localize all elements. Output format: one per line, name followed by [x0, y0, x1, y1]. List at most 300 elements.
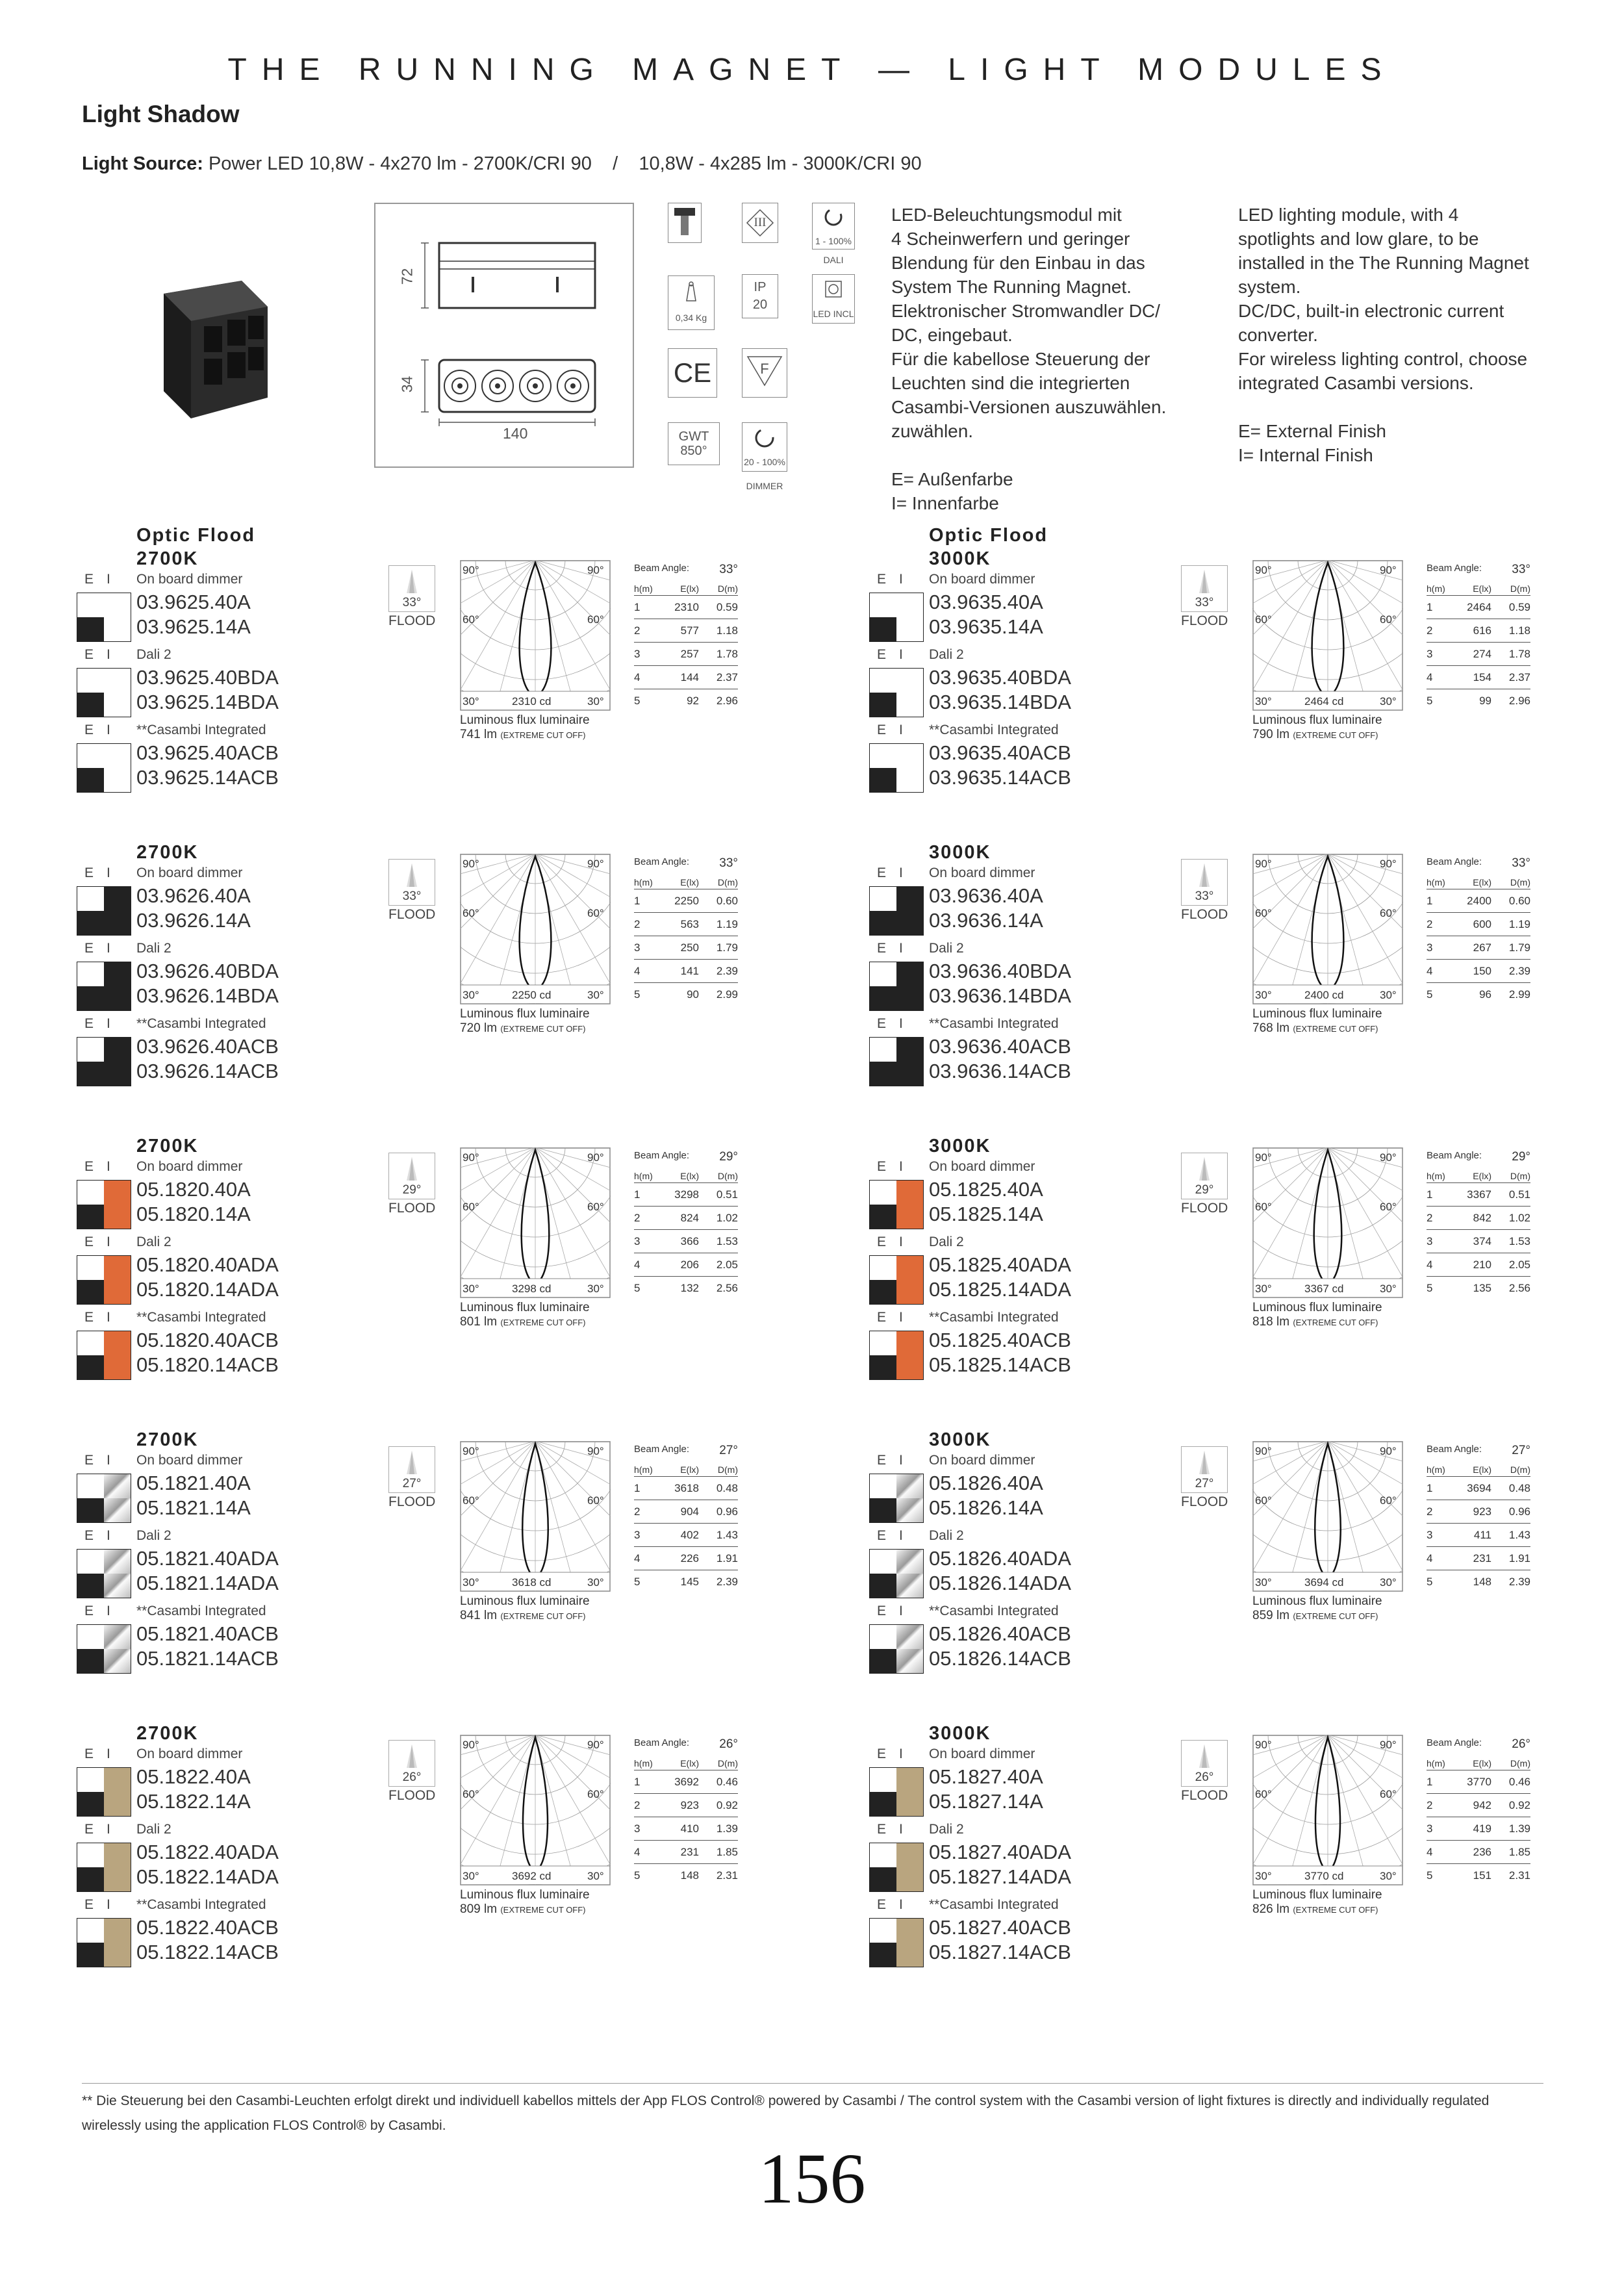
- finish-swatch-cell: [896, 1205, 923, 1229]
- cell-h: 1: [1427, 894, 1433, 907]
- table-row: [634, 1183, 738, 1207]
- article-code: 03.9625.14BDA: [136, 691, 279, 713]
- finish-swatch-cell: [77, 1331, 104, 1355]
- finish-swatch: [869, 668, 924, 717]
- cell-d: 1.53: [716, 1234, 738, 1247]
- f-label: F: [760, 361, 769, 377]
- polar-angle-label: 30°: [587, 695, 604, 708]
- polar-diagram: [1252, 1441, 1403, 1592]
- finish-swatch-cell: [870, 1280, 896, 1304]
- beam-angle-row: [1427, 1737, 1530, 1752]
- flux-value-row: [460, 1902, 590, 1917]
- cell-d: 0.59: [1508, 600, 1530, 613]
- external-label: E: [84, 1234, 94, 1249]
- beam-angle-row: [634, 1150, 738, 1164]
- product-title: 2700K: [136, 1723, 199, 1744]
- optic-angle: 33°: [402, 596, 422, 609]
- photometric-table: [1427, 1737, 1530, 1887]
- flood-label: FLOOD: [388, 1788, 436, 1803]
- internal-label: I: [899, 1603, 903, 1618]
- cell-d: 2.05: [716, 1258, 738, 1271]
- description-english: [1238, 203, 1563, 467]
- table-row: [1427, 1500, 1530, 1524]
- finish-swatch-cell: [870, 986, 896, 1010]
- article-code: 03.9626.40A: [136, 884, 251, 907]
- cell-h: 2: [1427, 624, 1433, 637]
- col-d: D(m): [1510, 1758, 1530, 1769]
- cell-d: 1.79: [716, 941, 738, 954]
- cell-d: 0.60: [1508, 894, 1530, 907]
- control-type-label: On board dimmer: [136, 572, 243, 587]
- external-label: E: [84, 1822, 94, 1837]
- table-row: [1427, 666, 1530, 689]
- photometric-table: [1427, 1444, 1530, 1593]
- article-codes: [929, 590, 1043, 639]
- article-code: 05.1827.14A: [929, 1790, 1043, 1813]
- dali-range-label: 1 - 100%: [815, 236, 852, 246]
- control-type-label: **Casambi Integrated: [136, 1016, 266, 1031]
- finish-swatch-cell: [77, 887, 104, 911]
- flood-label: FLOOD: [1181, 1201, 1228, 1216]
- control-type-row: [877, 939, 1267, 959]
- code-group: [136, 1328, 474, 1380]
- cell-h: 3: [634, 647, 641, 660]
- polar-diagram: [1252, 560, 1403, 711]
- finish-swatch-cell: [104, 744, 131, 768]
- finish-swatch-cell: [896, 887, 923, 911]
- external-label: E: [84, 865, 94, 880]
- cell-e: 210: [1473, 1258, 1491, 1271]
- article-codes: [136, 1034, 279, 1084]
- finish-swatch-cell: [896, 593, 923, 617]
- code-group: [929, 1840, 1267, 1892]
- internal-label: I: [899, 1016, 903, 1031]
- col-e: E(lx): [1473, 1171, 1491, 1181]
- luminous-flux: [1252, 1007, 1382, 1036]
- finish-swatch-cell: [870, 1867, 896, 1891]
- beam-angle-row: [634, 856, 738, 871]
- internal-label: I: [107, 722, 110, 737]
- internal-label: I: [899, 647, 903, 662]
- description-german: [891, 203, 1216, 515]
- cell-e: 2400: [1467, 894, 1491, 907]
- table-row: [1427, 983, 1530, 1006]
- cell-e: 402: [680, 1528, 699, 1541]
- flux-label: Luminous flux luminaire: [1252, 1301, 1382, 1314]
- polar-angle-label: 90°: [587, 1445, 604, 1457]
- cell-d: 1.78: [1508, 647, 1530, 660]
- finish-swatch: [77, 668, 131, 717]
- article-code: 05.1822.40A: [136, 1765, 251, 1788]
- finish-swatch-cell: [896, 1355, 923, 1379]
- cell-h: 4: [1427, 1258, 1433, 1271]
- internal-label: I: [107, 1822, 110, 1837]
- cell-d: 1.39: [716, 1822, 738, 1835]
- optic-icon: [1181, 1446, 1233, 1510]
- polar-angle-label: 60°: [1255, 1494, 1272, 1507]
- cell-d: 2.39: [1508, 1575, 1530, 1588]
- polar-angle-label: 60°: [1255, 907, 1272, 919]
- desc-de-line: E= Außenfarbe: [891, 469, 1013, 489]
- finish-swatch-cell: [896, 986, 923, 1010]
- control-type-label: Dali 2: [136, 1528, 171, 1543]
- cell-d: 0.51: [716, 1188, 738, 1201]
- optic-icon: [1181, 565, 1233, 629]
- length-dimension: 140: [503, 425, 528, 442]
- control-type-label: On board dimmer: [136, 1159, 243, 1174]
- article-codes: [929, 1622, 1071, 1671]
- external-label: E: [877, 1453, 887, 1468]
- polar-angle-label: 90°: [1380, 1739, 1397, 1751]
- cell-h: 5: [1427, 988, 1433, 1001]
- polar-angle-label: 60°: [463, 1494, 479, 1507]
- cell-h: 4: [634, 1552, 641, 1565]
- article-code: 05.1827.40ADA: [929, 1841, 1071, 1863]
- finish-swatch-cell: [77, 962, 104, 986]
- finish-swatch: [77, 1549, 131, 1598]
- control-type-row: [84, 1896, 474, 1915]
- table-row: [1427, 1524, 1530, 1547]
- cell-e: 3770: [1467, 1775, 1491, 1788]
- code-group: [136, 1034, 474, 1086]
- article-codes: [929, 1840, 1071, 1889]
- article-code: 03.9625.40BDA: [136, 666, 279, 689]
- finish-swatch-cell: [104, 1649, 131, 1673]
- table-row: [1427, 643, 1530, 666]
- article-code: 05.1822.14ACB: [136, 1941, 279, 1963]
- polar-chart: [460, 854, 611, 1004]
- table-header: [1427, 1758, 1530, 1770]
- polar-chart: [1252, 560, 1403, 711]
- external-label: E: [84, 1159, 94, 1174]
- control-type-row: [877, 1602, 1267, 1622]
- weight-icon: [668, 275, 715, 330]
- control-type-label: Dali 2: [136, 1234, 171, 1249]
- beam-icon: [1181, 859, 1228, 906]
- code-group: [136, 741, 474, 793]
- product-title: 3000K: [929, 1723, 991, 1744]
- finish-swatch-cell: [870, 962, 896, 986]
- flux-value-row: [1252, 1609, 1382, 1624]
- table-row: [634, 596, 738, 619]
- control-type-row: [84, 1527, 474, 1546]
- article-codes: [929, 959, 1071, 1008]
- article-code: 05.1822.14ADA: [136, 1865, 279, 1888]
- finish-swatch-cell: [77, 1768, 104, 1792]
- article-code: 05.1827.14ADA: [929, 1865, 1071, 1888]
- article-code: 03.9626.40ACB: [136, 1035, 279, 1058]
- finish-swatch: [869, 743, 924, 793]
- peak-intensity: 3692 cd: [512, 1870, 552, 1882]
- polar-angle-label: 60°: [1255, 613, 1272, 626]
- polar-angle-label: 30°: [1255, 1870, 1272, 1882]
- internal-label: I: [899, 941, 903, 956]
- cell-e: 267: [1473, 941, 1491, 954]
- finish-swatch-cell: [870, 1205, 896, 1229]
- cell-e: 99: [1479, 694, 1491, 707]
- table-row: [1427, 1277, 1530, 1299]
- table-row: [1427, 913, 1530, 936]
- product-title: 2700K: [136, 1136, 199, 1156]
- desc-de-line: zuwählen.: [891, 421, 974, 441]
- cell-e: 274: [1473, 647, 1491, 660]
- code-group: [929, 959, 1267, 1011]
- desc-en-line: integrated Casambi versions.: [1238, 373, 1474, 393]
- cell-e: 150: [1473, 964, 1491, 977]
- article-codes: [929, 1253, 1071, 1302]
- photometric-table: [1427, 856, 1530, 1006]
- desc-de-line: Elektronischer Stromwandler DC/: [891, 301, 1160, 321]
- desc-de-line: System The Running Magnet.: [891, 277, 1132, 297]
- finish-swatch-cell: [77, 693, 104, 717]
- cell-h: 3: [634, 1234, 641, 1247]
- dali-label: DALI: [823, 255, 844, 265]
- table-header: [1427, 877, 1530, 889]
- col-d: D(m): [1510, 1464, 1530, 1475]
- polar-angle-label: 30°: [463, 1870, 479, 1882]
- finish-swatch-cell: [77, 1792, 104, 1816]
- article-code: 05.1822.14A: [136, 1790, 251, 1813]
- col-e: E(lx): [1473, 583, 1491, 594]
- beam-angle-value: 33°: [1512, 563, 1530, 576]
- polar-angle-label: 30°: [1255, 989, 1272, 1001]
- finish-swatch-cell: [77, 1038, 104, 1062]
- cell-d: 1.02: [1508, 1211, 1530, 1224]
- technical-drawing: [374, 203, 634, 468]
- polar-angle-label: 30°: [1380, 1870, 1397, 1882]
- beam-angle-value: 26°: [719, 1737, 738, 1751]
- ce-label: CE: [673, 357, 712, 388]
- col-e: E(lx): [1473, 1464, 1491, 1475]
- control-type-row: [877, 646, 1267, 665]
- finish-swatch-cell: [870, 1919, 896, 1943]
- cell-e: 374: [1473, 1234, 1491, 1247]
- code-group: [929, 1328, 1267, 1380]
- article-code: 05.1826.40ADA: [929, 1547, 1071, 1570]
- col-d: D(m): [717, 1758, 738, 1769]
- external-label: E: [877, 722, 887, 737]
- cell-h: 4: [634, 671, 641, 683]
- finish-swatch-cell: [870, 1649, 896, 1673]
- table-row: [1427, 1770, 1530, 1794]
- external-label: E: [84, 1746, 94, 1761]
- finish-swatch-cell: [104, 1205, 131, 1229]
- internal-label: I: [107, 1603, 110, 1618]
- luminous-flux: [460, 1301, 590, 1330]
- control-type-label: **Casambi Integrated: [929, 722, 1059, 737]
- cell-e: 3694: [1467, 1481, 1491, 1494]
- glow-wire-icon: [668, 422, 720, 465]
- col-h: h(m): [1427, 1171, 1445, 1181]
- polar-angle-label: 60°: [587, 907, 604, 919]
- cell-h: 2: [1427, 1211, 1433, 1224]
- polar-chart: [460, 560, 611, 711]
- polar-angle-label: 30°: [463, 1283, 479, 1295]
- peak-intensity: 2400 cd: [1304, 989, 1344, 1001]
- polar-angle-label: 60°: [1380, 1201, 1397, 1213]
- cell-e: 2310: [674, 600, 699, 613]
- col-d: D(m): [717, 877, 738, 888]
- cell-h: 4: [1427, 1552, 1433, 1565]
- peak-intensity: 3298 cd: [512, 1283, 552, 1295]
- polar-angle-label: 90°: [463, 1445, 479, 1457]
- height-dimension: 72: [398, 268, 416, 285]
- finish-swatch-cell: [870, 1625, 896, 1649]
- desc-de-line: Für die kabellose Steuerung der: [891, 349, 1150, 369]
- beam-angle-label: Beam Angle:: [1427, 1737, 1482, 1748]
- cell-e: 842: [1473, 1211, 1491, 1224]
- polar-angle-label: 30°: [463, 989, 479, 1001]
- cell-d: 1.91: [1508, 1552, 1530, 1565]
- finish-swatch-cell: [77, 1919, 104, 1943]
- desc-en-line: For wireless lighting control, choose: [1238, 349, 1528, 369]
- beam-angle-label: Beam Angle:: [634, 563, 690, 574]
- flux-value: 809 lm: [460, 1902, 498, 1916]
- downlight-icon: [668, 203, 702, 243]
- table-row: [1427, 596, 1530, 619]
- flux-value: 818 lm: [1252, 1315, 1290, 1329]
- cut-off-label: (EXTREME CUT OFF): [1293, 1318, 1378, 1327]
- dimmer-range-label: 20 - 100%: [744, 457, 785, 467]
- polar-angle-label: 90°: [1255, 1739, 1272, 1751]
- cell-h: 2: [634, 1505, 641, 1518]
- finish-swatch-cell: [104, 669, 131, 693]
- page-header-title: THE RUNNING MAGNET — LIGHT MODULES: [227, 53, 1397, 87]
- finish-swatch-cell: [104, 1355, 131, 1379]
- article-code: 05.1825.14ADA: [929, 1278, 1071, 1301]
- internal-label: I: [107, 1016, 110, 1031]
- polar-diagram: [460, 1147, 611, 1298]
- finish-swatch-cell: [77, 1474, 104, 1498]
- cell-e: 231: [680, 1845, 699, 1858]
- finish-swatch-cell: [896, 1181, 923, 1205]
- finish-swatch-cell: [870, 693, 896, 717]
- optic-angle: 26°: [1195, 1770, 1214, 1784]
- depth-dimension: 34: [398, 376, 416, 393]
- optic-icon: [388, 1153, 440, 1216]
- article-code: 03.9635.40BDA: [929, 666, 1071, 689]
- beam-angle-row: [634, 563, 738, 577]
- cell-e: 90: [687, 988, 699, 1001]
- article-code: 05.1826.40A: [929, 1472, 1043, 1494]
- beam-angle-label: Beam Angle:: [634, 1444, 690, 1455]
- finish-swatch-cell: [77, 986, 104, 1010]
- col-h: h(m): [634, 1464, 653, 1475]
- cell-d: 2.99: [1508, 988, 1530, 1001]
- luminous-flux: [460, 1007, 590, 1036]
- internal-label: I: [107, 1234, 110, 1249]
- cell-e: 135: [1473, 1281, 1491, 1294]
- table-row: [1427, 1253, 1530, 1277]
- desc-de-line: Casambi-Versionen auszuwählen.: [891, 397, 1167, 417]
- luminous-flux: [460, 713, 590, 743]
- col-e: E(lx): [680, 1464, 699, 1475]
- finish-swatch-cell: [896, 1331, 923, 1355]
- external-label: E: [84, 1603, 94, 1618]
- peak-intensity: 2250 cd: [512, 989, 552, 1001]
- flood-label: FLOOD: [388, 613, 436, 628]
- finish-swatch-cell: [896, 1867, 923, 1891]
- article-codes: [929, 1546, 1071, 1596]
- polar-angle-label: 90°: [1255, 564, 1272, 576]
- article-code: 05.1826.14ACB: [929, 1647, 1071, 1670]
- cell-d: 2.39: [716, 964, 738, 977]
- product-photo: [144, 268, 287, 430]
- internal-label: I: [899, 1234, 903, 1249]
- control-type-label: On board dimmer: [929, 865, 1035, 880]
- flood-label: FLOOD: [388, 907, 436, 922]
- optic-angle: 26°: [402, 1770, 422, 1784]
- finish-swatch-cell: [870, 1498, 896, 1522]
- polar-diagram: [460, 854, 611, 1004]
- polar-angle-label: 30°: [463, 695, 479, 708]
- table-row: [1427, 1841, 1530, 1864]
- article-codes: [136, 1471, 251, 1520]
- article-code: 05.1821.14ACB: [136, 1647, 279, 1670]
- finish-swatch-cell: [104, 1768, 131, 1792]
- finish-swatch-cell: [77, 593, 104, 617]
- cell-d: 0.96: [1508, 1505, 1530, 1518]
- cell-d: 1.43: [716, 1528, 738, 1541]
- article-code: 05.1820.14ACB: [136, 1353, 279, 1376]
- optic-angle: 33°: [402, 889, 422, 903]
- beam-angle-label: Beam Angle:: [1427, 856, 1482, 867]
- finish-swatch-cell: [77, 1181, 104, 1205]
- control-type-label: **Casambi Integrated: [929, 1016, 1059, 1031]
- cut-off-label: (EXTREME CUT OFF): [500, 730, 586, 740]
- article-codes: [929, 1471, 1043, 1520]
- polar-angle-label: 90°: [463, 564, 479, 576]
- led-incl-label: LED INCL: [813, 309, 854, 319]
- article-code: 03.9636.14BDA: [929, 984, 1071, 1007]
- photometric-table: [634, 856, 738, 1006]
- cut-off-label: (EXTREME CUT OFF): [500, 1024, 586, 1034]
- finish-swatch: [869, 886, 924, 936]
- finish-swatch-cell: [104, 986, 131, 1010]
- article-codes: [136, 665, 279, 715]
- cell-e: 2464: [1467, 600, 1491, 613]
- finish-swatch-cell: [896, 1550, 923, 1574]
- finish-swatch: [77, 743, 131, 793]
- cell-h: 5: [634, 1281, 641, 1294]
- polar-angle-label: 90°: [587, 564, 604, 576]
- finish-swatch-cell: [77, 1355, 104, 1379]
- external-label: E: [84, 1310, 94, 1325]
- cell-e: 96: [1479, 988, 1491, 1001]
- cell-h: 1: [634, 1481, 641, 1494]
- control-type-label: Dali 2: [929, 1822, 964, 1837]
- polar-diagram: [460, 560, 611, 711]
- article-codes: [136, 1622, 279, 1671]
- finish-swatch-cell: [870, 593, 896, 617]
- finish-swatch-cell: [870, 887, 896, 911]
- finish-swatch: [869, 1767, 924, 1817]
- cell-d: 1.91: [716, 1552, 738, 1565]
- finish-swatch-cell: [104, 1843, 131, 1867]
- finish-swatch-cell: [870, 1062, 896, 1086]
- cell-e: 577: [680, 624, 699, 637]
- external-label: E: [84, 1016, 94, 1031]
- polar-angle-label: 60°: [463, 1201, 479, 1213]
- cell-d: 0.96: [716, 1505, 738, 1518]
- gwt-label: GWT: [678, 429, 709, 444]
- internal-label: I: [107, 1159, 110, 1174]
- finish-swatch-cell: [77, 768, 104, 792]
- finish-swatch-cell: [870, 1843, 896, 1867]
- desc-de-line: 4 Scheinwerfern und geringer: [891, 229, 1130, 249]
- led-included-icon: [812, 274, 855, 324]
- external-label: E: [84, 572, 94, 587]
